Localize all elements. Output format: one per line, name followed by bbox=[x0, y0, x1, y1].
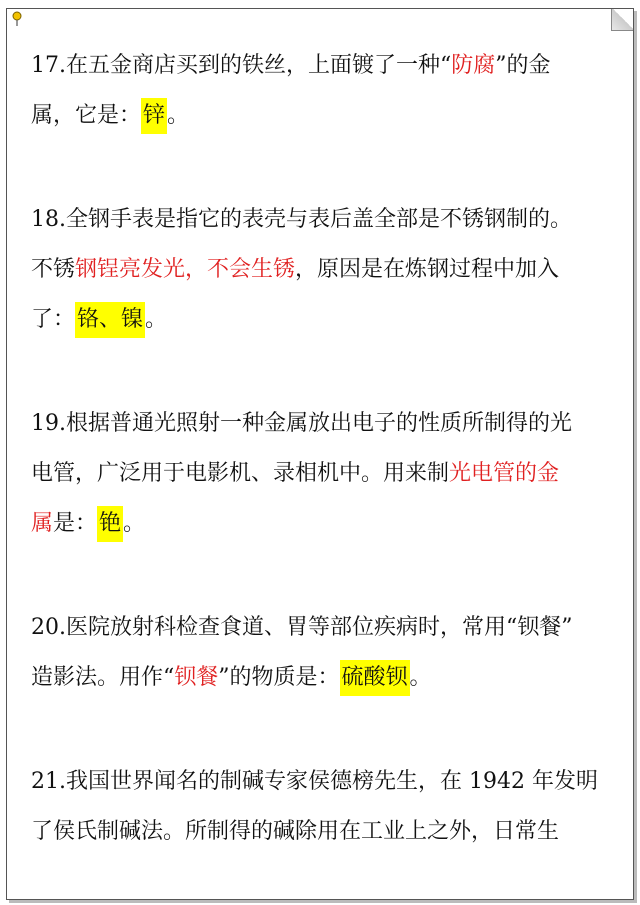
body-text: 20.医院放射科检查食道、胃等部位疾病时，常用“钡餐” bbox=[31, 615, 573, 640]
body-text: 17.在五金商店买到的铁丝，上面镀了一种“ bbox=[31, 53, 452, 78]
body-text: ”的物质是： bbox=[218, 665, 340, 690]
emphasis-text: 防腐 bbox=[451, 53, 496, 78]
text-line bbox=[31, 757, 621, 807]
answer-highlight: 锌 bbox=[141, 98, 167, 134]
question-18 bbox=[31, 195, 621, 345]
text-line bbox=[31, 603, 621, 653]
emphasis-text: 钢锃亮发光，不会生锈 bbox=[75, 257, 296, 282]
body-text: 造影法。用作“ bbox=[31, 665, 175, 690]
text-line bbox=[31, 399, 621, 449]
text-line bbox=[31, 295, 621, 345]
body-text: ”的金 bbox=[495, 53, 551, 78]
text-line bbox=[31, 41, 621, 91]
body-text: 电管，广泛用于电影机、录相机中。用来制 bbox=[31, 461, 450, 486]
text-line bbox=[31, 499, 621, 549]
question-17 bbox=[31, 41, 621, 141]
text-line bbox=[31, 245, 621, 295]
body-text: ，原因是在炼钢过程中加入 bbox=[295, 257, 560, 282]
question-21 bbox=[31, 757, 621, 857]
body-text: 。 bbox=[167, 103, 190, 128]
text-line bbox=[31, 807, 621, 857]
emphasis-text: 属 bbox=[31, 511, 54, 536]
body-text: 21.我国世界闻名的制碱专家侯德榜先生，在 1942 年发明 bbox=[31, 769, 598, 794]
questions-content bbox=[31, 41, 621, 857]
body-text: 。 bbox=[409, 665, 432, 690]
page-curl-corner bbox=[611, 8, 634, 31]
text-line bbox=[31, 449, 621, 499]
text-line bbox=[31, 195, 621, 245]
text-line bbox=[31, 91, 621, 141]
document-page bbox=[6, 8, 634, 900]
text-line bbox=[31, 653, 621, 703]
body-text: 了侯氏制碱法。所制得的碱除用在工业上之外，日常生 bbox=[31, 819, 560, 844]
answer-highlight: 铬、镍 bbox=[75, 302, 145, 338]
body-text: 19.根据普通光照射一种金属放出电子的性质所制得的光 bbox=[31, 411, 572, 436]
body-text: 不锈 bbox=[31, 257, 76, 282]
emphasis-text: 钡餐 bbox=[174, 665, 219, 690]
emphasis-text: 光电管的金 bbox=[449, 461, 560, 486]
body-text: 了： bbox=[31, 307, 76, 332]
body-text: 18.全钢手表是指它的表壳与表后盖全部是不锈钢制的。 bbox=[31, 207, 572, 232]
body-text: 是： bbox=[53, 511, 98, 536]
body-text: 属，它是： bbox=[31, 103, 142, 128]
answer-highlight: 硫酸钡 bbox=[340, 660, 410, 696]
body-text: 。 bbox=[123, 511, 146, 536]
pushpin-icon bbox=[11, 11, 23, 27]
body-text: 。 bbox=[145, 307, 168, 332]
question-20 bbox=[31, 603, 621, 703]
question-19 bbox=[31, 399, 621, 549]
answer-highlight: 铯 bbox=[97, 506, 123, 542]
